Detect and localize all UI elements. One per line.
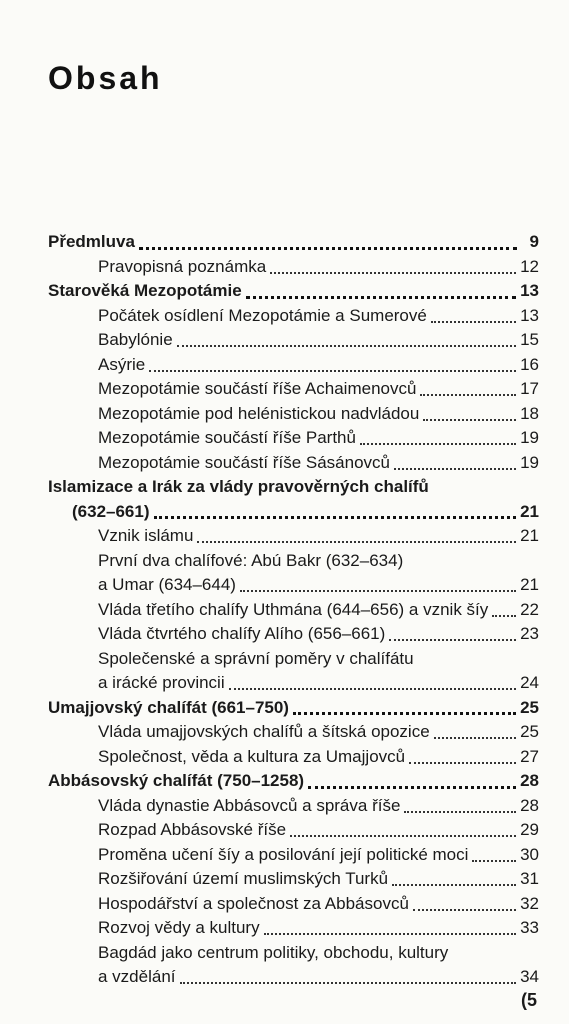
toc-entry-title: Mezopotámie součástí říše Parthů (98, 428, 356, 447)
dot-leader (420, 394, 516, 396)
toc-entry-title: Bagdád jako centrum politiky, obchodu, kultury (98, 942, 449, 962)
page-number: (5 (520, 990, 537, 1010)
toc-entry-page: 28 (520, 771, 539, 790)
toc-entry (98, 965, 539, 989)
dot-leader (392, 884, 516, 886)
toc-entry (98, 818, 539, 842)
toc-entry (98, 647, 539, 671)
dot-leader (492, 615, 516, 617)
dot-leader (293, 712, 516, 715)
toc-entry (98, 745, 539, 769)
toc-entry-title: Islamizace a Irák za vlády pravověrných chalífů (48, 477, 429, 496)
toc-entry (98, 720, 539, 744)
toc-entry (98, 794, 539, 818)
dot-leader (308, 786, 516, 789)
toc-entry-title: Vláda čtvrtého chalífy Alího (656–661) (98, 624, 386, 643)
toc-entry-page: 27 (520, 746, 539, 766)
toc-entry-page: 19 (520, 452, 539, 472)
toc-entry-title: Abbásovský chalífát (750–1258) (48, 771, 305, 790)
toc-entry (98, 671, 539, 695)
toc-entry-page: 16 (520, 354, 539, 374)
toc-chapter (48, 230, 539, 254)
dot-leader (394, 468, 516, 470)
toc-entry (98, 867, 539, 891)
dot-leader (290, 835, 516, 837)
toc-entry-page: 13 (520, 305, 539, 325)
toc-entry-title: Mezopotámie součástí říše Sásánovců (98, 452, 390, 472)
toc-entry (98, 524, 539, 548)
toc-entry-title: Rozvoj vědy a kultury (98, 918, 260, 937)
toc-entry-title: Umajjovský chalífát (661–750) (48, 697, 289, 717)
dot-leader (409, 762, 516, 764)
dot-leader (197, 541, 516, 543)
toc-entry (98, 328, 539, 352)
toc-chapter (48, 769, 539, 793)
toc-entry (98, 598, 539, 622)
dot-leader (154, 516, 517, 519)
dot-leader (177, 345, 516, 347)
toc-entry-title: Rozpad Abbásovské říše (98, 820, 287, 839)
page-title: Obsah (48, 60, 163, 96)
toc-entry (98, 916, 539, 940)
toc-entry (98, 304, 539, 328)
toc-entry-page: 25 (520, 697, 539, 717)
dot-leader (139, 247, 517, 250)
toc-entry-title: a Umar (634–644) (98, 575, 236, 594)
dot-leader (472, 860, 516, 862)
toc-entry-page: 34 (520, 967, 539, 986)
toc-entry (98, 255, 539, 279)
toc-entry-page: 28 (520, 795, 539, 815)
toc-entry-page: 21 (520, 501, 539, 521)
toc-entry-page: 9 (529, 232, 539, 251)
toc-entry-page: 21 (520, 526, 539, 545)
toc-entry-title: Mezopotámie pod helénistickou nadvládou (98, 403, 420, 423)
toc-entry-title: Mezopotámie součástí říše Achaimenovců (98, 379, 417, 398)
toc-entry-page: 30 (520, 844, 539, 864)
toc-entry (98, 549, 539, 573)
toc-entry (98, 426, 539, 450)
toc-entry-title: Vláda třetího chalífy Uthmána (644–656) a vznik šíy (98, 599, 489, 619)
toc-entry-title: První dva chalífové: Abú Bakr (632–634) (98, 550, 404, 570)
toc-entry-page: 19 (520, 428, 539, 447)
toc-entry-page: 22 (520, 599, 539, 619)
dot-leader (389, 639, 516, 641)
toc-entry-page: 12 (520, 256, 539, 276)
toc-entry (98, 892, 539, 916)
toc-entry (98, 843, 539, 867)
toc-entry (98, 573, 539, 597)
toc-entry-title: Pravopisná poznámka (98, 256, 267, 276)
dot-leader (413, 909, 516, 911)
toc-entry-title: Starověká Mezopotámie (48, 281, 242, 300)
toc-entry-page: 32 (520, 893, 539, 913)
toc-entry-title: Počátek osídlení Mezopotámie a Sumerové (98, 305, 427, 325)
toc-entry-title: Rozšiřování území muslimských Turků (98, 869, 389, 888)
toc-entry (98, 402, 539, 426)
toc-entry-title: Společnost, věda a kultura za Umajjovců (98, 746, 406, 766)
toc-entry (98, 941, 539, 965)
toc-entry (98, 353, 539, 377)
dot-leader (404, 811, 516, 813)
toc-entry-page: 21 (520, 575, 539, 594)
toc-entry-page: 31 (520, 869, 539, 888)
toc-entry-page: 25 (520, 722, 539, 741)
toc-entry-title: a vzdělání (98, 967, 176, 986)
toc-entry-title: Asýrie (98, 354, 146, 374)
dot-leader (229, 688, 516, 690)
toc-entry-page: 13 (520, 281, 539, 300)
toc-entry-title: Společenské a správní poměry v chalífátu (98, 648, 414, 668)
dot-leader (360, 443, 516, 445)
toc-entry-page: 18 (520, 403, 539, 423)
toc-entry-page: 33 (520, 918, 539, 937)
toc-entry (98, 451, 539, 475)
dot-leader (431, 321, 516, 323)
toc-entry-title: Předmluva (48, 232, 135, 251)
toc-chapter (72, 500, 539, 524)
toc-entry-title: (632–661) (72, 501, 150, 521)
dot-leader (270, 272, 516, 274)
dot-leader (149, 370, 516, 372)
toc-entry-page: 15 (520, 330, 539, 349)
toc-entry (98, 622, 539, 646)
dot-leader (434, 737, 516, 739)
toc-entry-page: 29 (520, 820, 539, 839)
dot-leader (180, 982, 517, 984)
toc-chapter (48, 475, 539, 499)
toc-chapter (48, 279, 539, 303)
toc-entry-title: Hospodářství a společnost za Abbásovců (98, 893, 409, 913)
toc-entry-title: Vláda umajjovských chalífů a šítská opozice (98, 722, 430, 741)
toc-entry-title: Vznik islámu (98, 526, 194, 545)
toc-entry-title: a irácké provincii (98, 673, 225, 692)
toc-entry-title: Proměna učení šíy a posilování její politické moci (98, 844, 469, 864)
toc-entry-title: Vláda dynastie Abbásovců a správa říše (98, 795, 401, 815)
toc-chapter (48, 696, 539, 720)
dot-leader (246, 296, 516, 299)
toc-entry-title: Babylónie (98, 330, 173, 349)
dot-leader (264, 933, 517, 935)
toc-entry-page: 24 (520, 673, 539, 692)
toc-entry-page: 23 (520, 624, 539, 643)
toc-entry (98, 377, 539, 401)
toc-entry-page: 17 (520, 379, 539, 398)
dot-leader (423, 419, 516, 421)
dot-leader (240, 590, 516, 592)
